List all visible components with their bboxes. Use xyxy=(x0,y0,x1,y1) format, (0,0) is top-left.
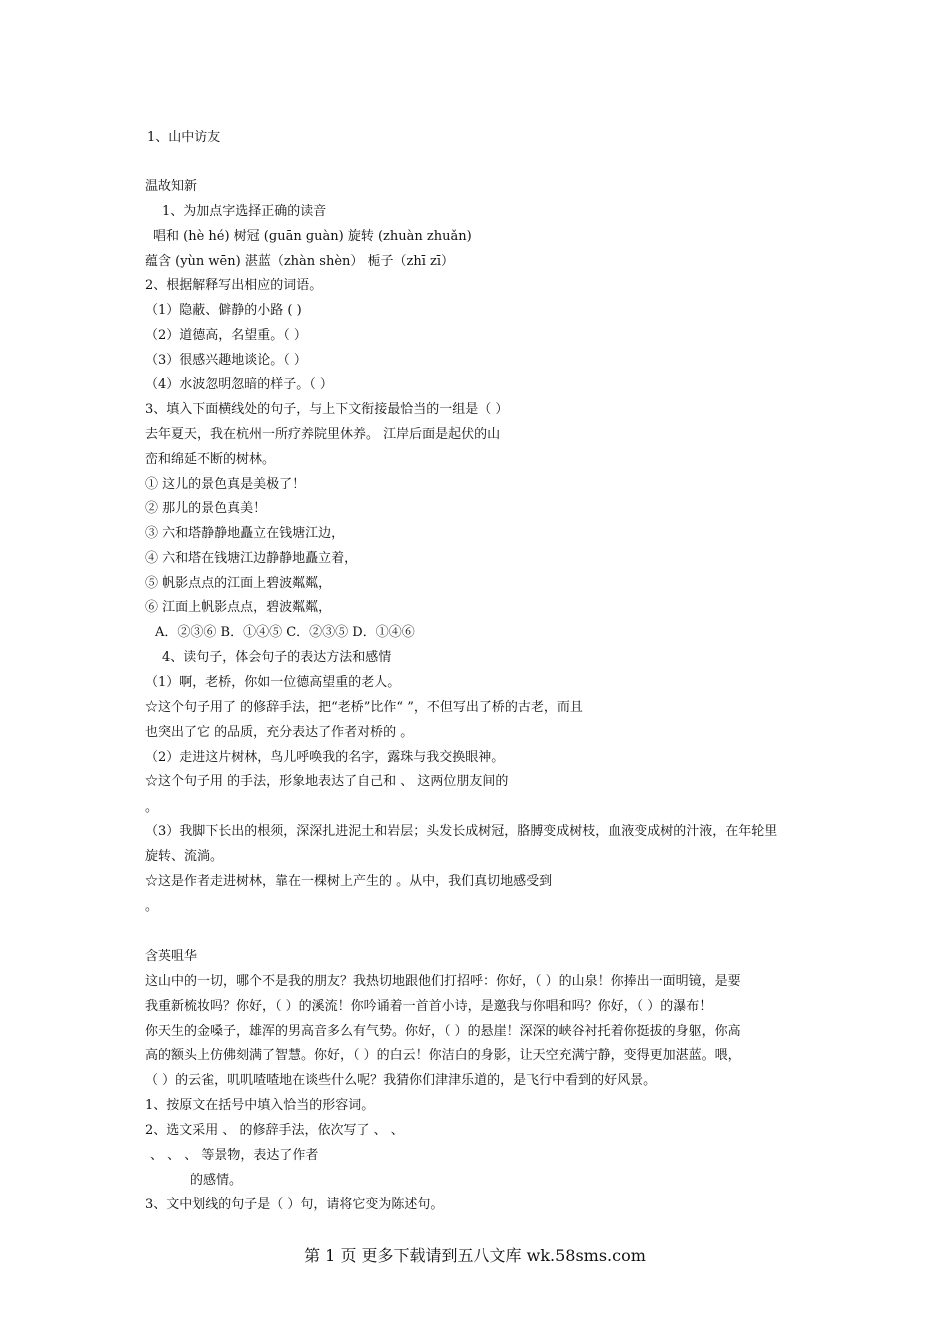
question-2-item: （1）隐蔽、僻静的小路 ( ) xyxy=(145,303,302,318)
question-3-option: ② 那儿的景色真美！ xyxy=(145,501,267,516)
question-4-prompt: 也突出了它 的品质，充分表达了作者对桥的 。 xyxy=(145,725,414,740)
reading-passage-line: 这山中的一切，哪个不是我的朋友？我热切地跟他们打招呼：你好，（ ）的山泉！你捧出一面明镜，是要 xyxy=(145,974,741,989)
question-1-stem: 1、为加点字选择正确的读音 xyxy=(162,204,327,219)
question-4-sentence: 旋转、流淌。 xyxy=(145,849,224,864)
section-heading-review: 温故知新 xyxy=(145,179,198,194)
reading-question-2: 2、选文采用 、 的修辞手法，依次写了 、 、 xyxy=(145,1123,404,1138)
question-4-sentence: （2）走进这片树林，鸟儿呼唤我的名字，露珠与我交换眼神。 xyxy=(145,750,505,765)
question-3-option: ④ 六和塔在钱塘江边静静地矗立着， xyxy=(145,551,358,566)
question-4-prompt: ☆这个句子用了 的修辞手法，把“老桥”比作“ ”，不但写出了桥的古老，而且 xyxy=(145,700,583,715)
document-title: 1、山中访友 xyxy=(147,130,221,145)
reading-passage-line: 我重新梳妆吗？你好，（ ）的溪流！你吟诵着一首首小诗，是邀我与你唱和吗？你好，（ ）的瀑布！ xyxy=(145,999,713,1014)
question-2-item: （4）水波忽明忽暗的样子。（ ） xyxy=(145,377,333,392)
question-4-sentence: （1）啊，老桥，你如一位德高望重的老人。 xyxy=(145,675,401,690)
page-footer: 第 1 页 更多下载请到五八文库 wk.58sms.com xyxy=(304,1246,646,1265)
reading-passage-line: 你天生的金嗓子，雄浑的男高音多么有气势。你好，（ ）的悬崖！深深的峡谷衬托着你挺拔的身躯，你高 xyxy=(145,1024,741,1039)
question-4-sentence: （3）我脚下长出的根须，深深扎进泥土和岩层；头发长成树冠，胳膊变成树枝，血液变成树的汁液，在年轮里 xyxy=(145,824,778,839)
question-2-stem: 2、根据解释写出相应的词语。 xyxy=(145,278,323,293)
question-3-option: ⑤ 帆影点点的江面上碧波粼粼， xyxy=(145,576,332,591)
reading-passage-line: （ ）的云雀，叽叽喳喳地在谈些什么呢？我猜你们津津乐道的，是飞行中看到的好风景。 xyxy=(145,1073,657,1088)
reading-question-2-cont: 、 、 、 等景物，表达了作者 xyxy=(150,1148,319,1163)
question-3-option: ③ 六和塔静静地矗立在钱塘江边， xyxy=(145,526,345,541)
question-3-option: ① 这儿的景色真是美极了！ xyxy=(145,477,306,492)
question-3-option: ⑥ 江面上帆影点点，碧波粼粼， xyxy=(145,600,332,615)
section-heading-reading: 含英咀华 xyxy=(145,949,198,964)
pinyin-row-2: 蕴含 (yùn wēn) 湛蓝（zhàn shèn） 栀子（zhī zī） xyxy=(145,254,455,269)
reading-question-1: 1、按原文在括号中填入恰当的形容词。 xyxy=(145,1098,375,1113)
pinyin-row-1: 唱和 (hè hé) 树冠 (ɡuān ɡuàn) 旋转 (zhuàn zhuǎn) xyxy=(153,229,472,244)
question-3-stem: 3、填入下面横线处的句子，与上下文衔接最恰当的一组是（ ） xyxy=(145,402,509,417)
question-4-prompt: ☆这个句子用 的手法，形象地表达了自己和 、 这两位朋友间的 xyxy=(145,774,509,789)
question-4-stem: 4、读句子，体会句子的表达方法和感情 xyxy=(162,650,392,665)
reading-passage-line: 高的额头上仿佛刻满了智慧。你好，（ ）的白云！你洁白的身影，让天空充满宁静，变得更加湛蓝。喂， xyxy=(145,1048,741,1063)
question-2-item: （2）道德高，名望重。（ ） xyxy=(145,328,307,343)
question-3-passage: 去年夏天，我在杭州一所疗养院里休养。 江岸后面是起伏的山 xyxy=(145,427,501,442)
question-3-passage: 峦和绵延不断的树林。 xyxy=(145,452,276,467)
reading-question-3: 3、文中划线的句子是（ ）句，请将它变为陈述句。 xyxy=(145,1197,444,1212)
question-4-prompt: 。 xyxy=(145,899,159,914)
question-4-prompt: ☆这是作者走进树林，靠在一棵树上产生的 。从中，我们真切地感受到 xyxy=(145,874,553,889)
question-4-prompt: 。 xyxy=(145,800,159,815)
question-2-item: （3）很感兴趣地谈论。（ ） xyxy=(145,353,307,368)
question-3-choices: A．②③⑥ B．①④⑤ C．②③⑤ D．①④⑥ xyxy=(155,625,415,640)
reading-question-2-cont: 的感情。 xyxy=(190,1173,243,1188)
